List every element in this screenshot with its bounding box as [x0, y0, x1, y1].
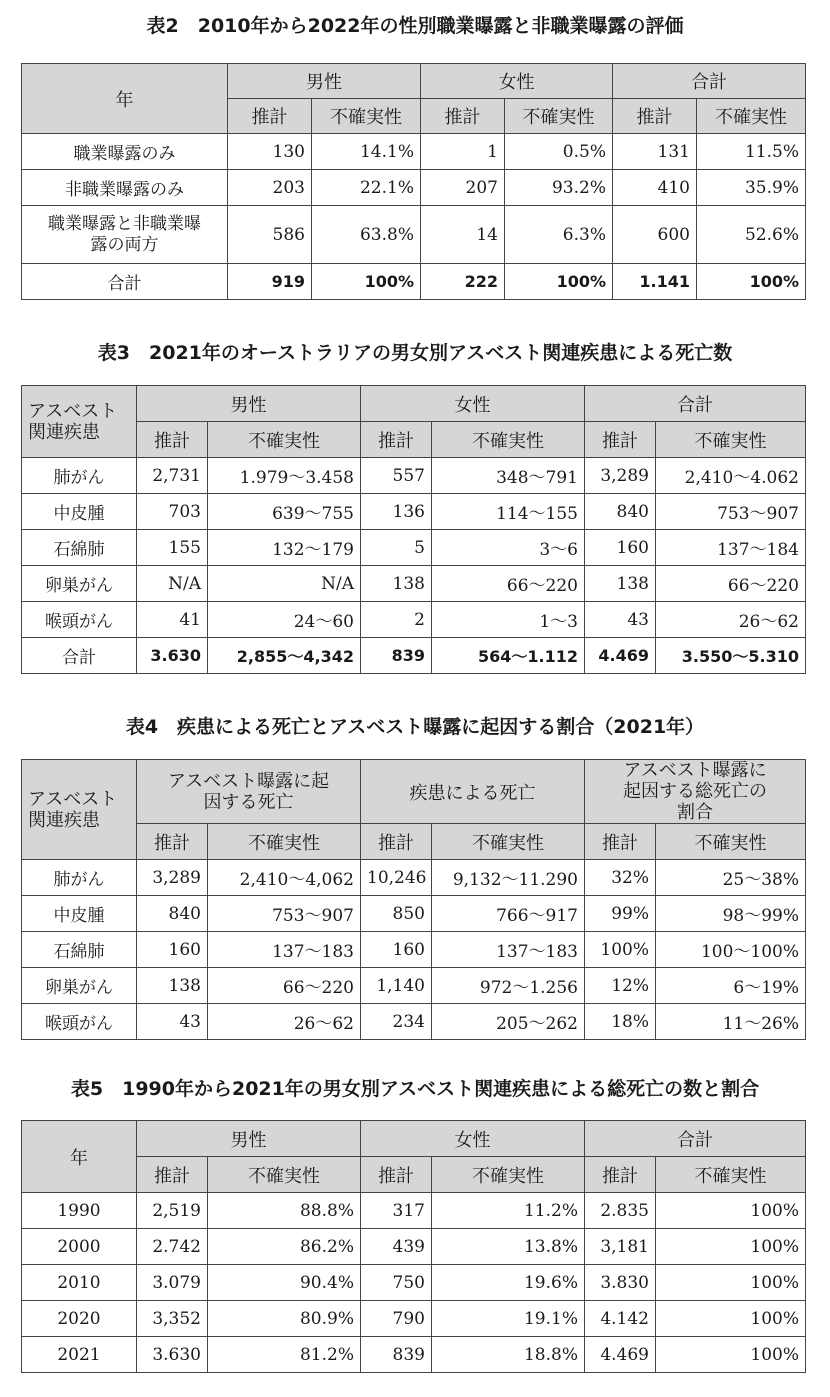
- row-label: 1990: [22, 1193, 137, 1229]
- cell: 1,140: [361, 968, 432, 1004]
- cell: 203: [228, 170, 312, 206]
- table-row: [22, 896, 806, 932]
- cell: 14: [421, 206, 505, 264]
- cell: 2.835: [585, 1193, 656, 1229]
- cell: 11.5%: [697, 134, 806, 170]
- cell: 839: [361, 1337, 432, 1373]
- group-header: 合計: [613, 64, 806, 99]
- group-header: アスベスト曝露に起因する死亡: [137, 760, 361, 824]
- cell: 26～62: [208, 1004, 361, 1040]
- group-header: 男性: [228, 64, 421, 99]
- cell: 19.6%: [432, 1265, 585, 1301]
- table5: [21, 1120, 806, 1373]
- sub-header: 推計: [361, 824, 432, 860]
- cell: 99%: [585, 896, 656, 932]
- cell: 86.2%: [208, 1229, 361, 1265]
- cell: 839: [361, 638, 432, 674]
- cell: 88.8%: [208, 1193, 361, 1229]
- sub-header: 不確実性: [656, 422, 806, 458]
- sub-header: 不確実性: [312, 99, 421, 134]
- table-row: [22, 206, 806, 264]
- row-label: 職業曝露と非職業曝露の両方: [22, 206, 228, 264]
- cell: 100%: [656, 1193, 806, 1229]
- cell: 100～100%: [656, 932, 806, 968]
- row-label: 肺がん: [22, 860, 137, 896]
- table2-title: 表2 2010年から2022年の性別職業曝露と非職業曝露の評価: [146, 15, 684, 37]
- cell: 703: [137, 494, 208, 530]
- cell: 6.3%: [505, 206, 613, 264]
- table-row: [22, 566, 806, 602]
- cell: 14.1%: [312, 134, 421, 170]
- cell: 100%: [312, 264, 421, 300]
- sub-header: 推計: [613, 99, 697, 134]
- cell: 66～220: [208, 968, 361, 1004]
- row-label: 喉頭がん: [22, 1004, 137, 1040]
- cell: 66～220: [656, 566, 806, 602]
- cell: 131: [613, 134, 697, 170]
- cell: 750: [361, 1265, 432, 1301]
- row-label: 石綿肺: [22, 932, 137, 968]
- cell: 439: [361, 1229, 432, 1265]
- table3-title: 表3 2021年のオーストラリアの男女別アスベスト関連疾患による死亡数: [97, 342, 733, 364]
- cell: 137～183: [432, 932, 585, 968]
- cell: 410: [613, 170, 697, 206]
- sub-header: 推計: [361, 422, 432, 458]
- sub-header: 不確実性: [656, 1157, 806, 1193]
- sub-header: 不確実性: [432, 1157, 585, 1193]
- cell: 639～755: [208, 494, 361, 530]
- cell: 1～3: [432, 602, 585, 638]
- corner-header: 年: [22, 1121, 137, 1193]
- sub-header: 不確実性: [432, 824, 585, 860]
- cell: 160: [361, 932, 432, 968]
- cell: 0.5%: [505, 134, 613, 170]
- group-header: 合計: [585, 1121, 806, 1157]
- sub-header: 推計: [137, 824, 208, 860]
- row-label: 中皮腫: [22, 896, 137, 932]
- cell: 100%: [656, 1337, 806, 1373]
- cell: 100%: [656, 1265, 806, 1301]
- row-label: 卵巣がん: [22, 968, 137, 1004]
- cell: 4.469: [585, 1337, 656, 1373]
- sub-header: 不確実性: [505, 99, 613, 134]
- sub-header: 推計: [421, 99, 505, 134]
- cell: 130: [228, 134, 312, 170]
- cell: 137～183: [208, 932, 361, 968]
- table-row: [22, 1193, 806, 1229]
- group-header: 男性: [137, 386, 361, 422]
- sub-header: 不確実性: [208, 824, 361, 860]
- cell: 98～99%: [656, 896, 806, 932]
- group-header: 女性: [361, 1121, 585, 1157]
- sub-header: 推計: [361, 1157, 432, 1193]
- row-label: 中皮腫: [22, 494, 137, 530]
- table5-title: 表5 1990年から2021年の男女別アスベスト関連疾患による総死亡の数と割合: [70, 1078, 760, 1100]
- cell: 2,731: [137, 458, 208, 494]
- table-row: [22, 1337, 806, 1373]
- cell: 919: [228, 264, 312, 300]
- cell: 840: [585, 494, 656, 530]
- cell: 32%: [585, 860, 656, 896]
- sub-header: 不確実性: [432, 422, 585, 458]
- row-label: 職業曝露のみ: [22, 134, 228, 170]
- cell: 18.8%: [432, 1337, 585, 1373]
- cell: 11.2%: [432, 1193, 585, 1229]
- cell: 138: [585, 566, 656, 602]
- cell: 850: [361, 896, 432, 932]
- corner-header: アスベスト関連疾患: [22, 760, 137, 860]
- sub-header: 推計: [228, 99, 312, 134]
- cell: 11～26%: [656, 1004, 806, 1040]
- sub-header: 不確実性: [208, 1157, 361, 1193]
- row-label: 喉頭がん: [22, 602, 137, 638]
- cell: 100%: [585, 932, 656, 968]
- cell: 100%: [697, 264, 806, 300]
- group-header: アスベスト曝露に起因する総死亡の割合: [585, 760, 806, 824]
- cell: 160: [137, 932, 208, 968]
- cell: 43: [585, 602, 656, 638]
- cell: 3～6: [432, 530, 585, 566]
- table-row-total: [22, 638, 806, 674]
- cell: 5: [361, 530, 432, 566]
- cell: 80.9%: [208, 1301, 361, 1337]
- cell: 207: [421, 170, 505, 206]
- cell: 3.550～5.310: [656, 638, 806, 674]
- sub-header: 不確実性: [208, 422, 361, 458]
- table-row: [22, 1301, 806, 1337]
- cell: 1.141: [613, 264, 697, 300]
- row-label: 卵巣がん: [22, 566, 137, 602]
- table-row: [22, 968, 806, 1004]
- cell: 753～907: [208, 896, 361, 932]
- cell: 22.1%: [312, 170, 421, 206]
- cell: 2,410～4.062: [656, 458, 806, 494]
- cell: 10,246: [361, 860, 432, 896]
- cell: 753～907: [656, 494, 806, 530]
- cell: 18%: [585, 1004, 656, 1040]
- cell: 35.9%: [697, 170, 806, 206]
- table-row: [22, 458, 806, 494]
- table-row: [22, 1004, 806, 1040]
- cell: 586: [228, 206, 312, 264]
- cell: 100%: [505, 264, 613, 300]
- row-label: 肺がん: [22, 458, 137, 494]
- cell: 3.630: [137, 1337, 208, 1373]
- cell: 100%: [656, 1301, 806, 1337]
- cell: 2,855～4,342: [208, 638, 361, 674]
- row-label: 石綿肺: [22, 530, 137, 566]
- cell: 766～917: [432, 896, 585, 932]
- cell: 160: [585, 530, 656, 566]
- cell: 348～791: [432, 458, 585, 494]
- group-header: 合計: [585, 386, 806, 422]
- sub-header: 推計: [137, 1157, 208, 1193]
- cell: 3,352: [137, 1301, 208, 1337]
- sub-header: 推計: [585, 1157, 656, 1193]
- cell: 564～1.112: [432, 638, 585, 674]
- table-row: [22, 602, 806, 638]
- cell: N/A: [208, 566, 361, 602]
- cell: 234: [361, 1004, 432, 1040]
- cell: 2: [361, 602, 432, 638]
- group-header: 男性: [137, 1121, 361, 1157]
- row-label: 非職業曝露のみ: [22, 170, 228, 206]
- row-label: 合計: [22, 264, 228, 300]
- cell: 90.4%: [208, 1265, 361, 1301]
- cell: 132～179: [208, 530, 361, 566]
- cell: 63.8%: [312, 206, 421, 264]
- cell: 3,181: [585, 1229, 656, 1265]
- corner-header: 年: [22, 64, 228, 134]
- sub-header: 推計: [585, 422, 656, 458]
- table-row: [22, 530, 806, 566]
- cell: 13.8%: [432, 1229, 585, 1265]
- cell: 3,289: [585, 458, 656, 494]
- cell: 138: [137, 968, 208, 1004]
- cell: 19.1%: [432, 1301, 585, 1337]
- table4-title: 表4 疾患による死亡とアスベスト曝露に起因する割合（2021年）: [125, 716, 705, 738]
- cell: 9,132～11.290: [432, 860, 585, 896]
- cell: 138: [361, 566, 432, 602]
- table-row: [22, 1265, 806, 1301]
- sub-header: 不確実性: [697, 99, 806, 134]
- cell: 557: [361, 458, 432, 494]
- cell: 1.979～3.458: [208, 458, 361, 494]
- row-label: 2010: [22, 1265, 137, 1301]
- cell: 2,410～4,062: [208, 860, 361, 896]
- cell: 222: [421, 264, 505, 300]
- cell: 66～220: [432, 566, 585, 602]
- cell: 6～19%: [656, 968, 806, 1004]
- row-label: 合計: [22, 638, 137, 674]
- cell: 136: [361, 494, 432, 530]
- cell: 81.2%: [208, 1337, 361, 1373]
- cell: 93.2%: [505, 170, 613, 206]
- sub-header: 不確実性: [656, 824, 806, 860]
- cell: 155: [137, 530, 208, 566]
- cell: 1: [421, 134, 505, 170]
- table-row: [22, 932, 806, 968]
- group-header: 疾患による死亡: [361, 760, 585, 824]
- cell: 4.142: [585, 1301, 656, 1337]
- cell: 317: [361, 1193, 432, 1229]
- sub-header: 推計: [585, 824, 656, 860]
- cell: 972～1.256: [432, 968, 585, 1004]
- table3: [21, 385, 806, 674]
- table-row-total: [22, 264, 806, 300]
- table-row: [22, 1229, 806, 1265]
- row-label: 2000: [22, 1229, 137, 1265]
- cell: 2.742: [137, 1229, 208, 1265]
- cell: 790: [361, 1301, 432, 1337]
- cell: 52.6%: [697, 206, 806, 264]
- row-label: 2020: [22, 1301, 137, 1337]
- cell: 41: [137, 602, 208, 638]
- row-label: 2021: [22, 1337, 137, 1373]
- table-row: [22, 860, 806, 896]
- table-row: [22, 170, 806, 206]
- cell: 43: [137, 1004, 208, 1040]
- cell: 24～60: [208, 602, 361, 638]
- table-row: [22, 134, 806, 170]
- table2: [21, 63, 806, 300]
- cell: 2,519: [137, 1193, 208, 1229]
- cell: 205～262: [432, 1004, 585, 1040]
- group-header: 女性: [361, 386, 585, 422]
- cell: 600: [613, 206, 697, 264]
- table4: [21, 759, 806, 1040]
- group-header: 女性: [421, 64, 613, 99]
- cell: 840: [137, 896, 208, 932]
- cell: 100%: [656, 1229, 806, 1265]
- cell: 3,289: [137, 860, 208, 896]
- cell: 12%: [585, 968, 656, 1004]
- cell: 3.079: [137, 1265, 208, 1301]
- cell: 3.630: [137, 638, 208, 674]
- cell: N/A: [137, 566, 208, 602]
- cell: 26～62: [656, 602, 806, 638]
- cell: 25～38%: [656, 860, 806, 896]
- cell: 3.830: [585, 1265, 656, 1301]
- sub-header: 推計: [137, 422, 208, 458]
- cell: 114～155: [432, 494, 585, 530]
- cell: 137～184: [656, 530, 806, 566]
- corner-header: アスベスト関連疾患: [22, 386, 137, 458]
- cell: 4.469: [585, 638, 656, 674]
- table-row: [22, 494, 806, 530]
